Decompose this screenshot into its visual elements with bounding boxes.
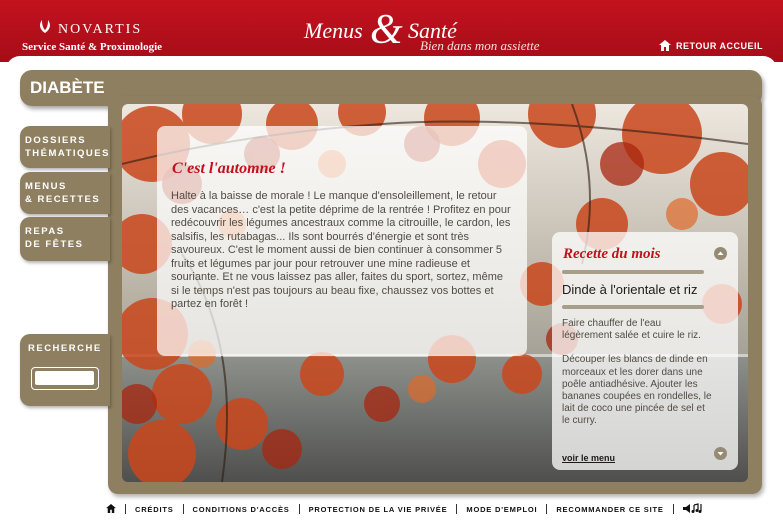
recipe-title: Recette du mois — [563, 246, 661, 262]
recipe-step: Faire chauffer de l'eau légèrement salée et cuire le riz. — [562, 318, 701, 342]
sidebar-item-label: MENUS — [25, 181, 67, 192]
footer-link-help[interactable]: MODE D'EMPLOI — [466, 504, 538, 514]
sidebar-item-label: THÉMATIQUES — [25, 148, 110, 159]
brand-tagline: Bien dans mon assiette — [420, 38, 540, 53]
sidebar-item-label: & RECETTES — [25, 194, 101, 205]
chevron-up-icon — [714, 247, 727, 260]
brand-menus: Menus — [304, 18, 363, 43]
scroll-down-button[interactable] — [714, 447, 727, 460]
search-panel — [20, 334, 110, 406]
sound-toggle-icon[interactable] — [683, 503, 705, 516]
footer-separator — [456, 504, 457, 514]
recipe-step: Découper les blancs de dinde en morceaux et les dorer dans une poêle antiadhésive. Ajouter les bananes coupées en rondelles, le lait de coco une pincée de sel et le curry. — [562, 354, 712, 427]
divider — [562, 270, 704, 274]
sidebar-item-repas[interactable] — [20, 217, 110, 261]
recipe-card — [552, 232, 738, 470]
company-subtitle: Service Santé & Proximologie — [22, 41, 163, 53]
sidebar-item-label: REPAS — [25, 226, 65, 237]
sidebar-item-label: DE FÊTES — [25, 239, 84, 250]
footer-separator — [546, 504, 547, 514]
sidebar-item-menus[interactable] — [20, 172, 110, 214]
novartis-flame-icon — [38, 18, 52, 41]
sidebar-item-label: DOSSIERS — [25, 135, 87, 146]
see-menu-link[interactable]: voir le menu — [562, 453, 616, 463]
footer-bar — [106, 502, 705, 516]
footer-home-icon[interactable] — [106, 504, 116, 515]
home-icon — [659, 40, 671, 51]
search-input-field[interactable] — [35, 371, 94, 385]
article-body: Halte à la baisse de morale ! Le manque d'ensoleillement, le retour des vacances… c'est la petite déprime de la rentrée ! Profitez en pour redécouvrir les légumes ancestraux comme la citrouille, le cardon, les salsifis, les rutabagas... Ils sont bourrés d'énergie et sont très savoureux. C'est le moment aussi de bien continuer à consommer 5 fruits et légumes par jour pour retrouver une mine radieuse et souriante. Et ne vous laissez pas aller, faites du sport, sortez, même si le temps n'est pas toujours au beau fixe, chaussez vos bottes et partez en forêt ! — [171, 190, 511, 310]
scroll-up-button[interactable] — [714, 247, 727, 260]
brand-ampersand: & — [370, 7, 403, 53]
home-link-label: RETOUR ACCUEIL — [676, 40, 764, 51]
divider — [562, 305, 704, 309]
footer-link-conditions[interactable]: CONDITIONS D'ACCÈS — [192, 504, 290, 514]
home-link[interactable] — [659, 40, 763, 51]
article-card — [157, 126, 527, 356]
footer-separator — [125, 504, 126, 514]
site-header — [0, 0, 783, 62]
brand-sante: Santé — [408, 18, 457, 43]
page-title: DIABÈTE — [30, 78, 105, 97]
footer-link-credits[interactable]: CRÉDITS — [135, 504, 174, 514]
search-label: RECHERCHE — [28, 343, 102, 354]
chevron-down-icon — [714, 447, 727, 460]
footer-separator — [183, 504, 184, 514]
footer-separator — [299, 504, 300, 514]
search-input[interactable] — [31, 367, 99, 390]
sidebar-item-dossiers[interactable] — [20, 126, 110, 168]
footer-separator — [673, 504, 674, 514]
company-name: NOVARTIS — [58, 22, 143, 37]
footer-link-recommend[interactable]: RECOMMANDER CE SITE — [556, 504, 664, 514]
recipe-body — [562, 318, 712, 440]
article-title: C'est l'automne ! — [172, 160, 286, 177]
recipe-name: Dinde à l'orientale et riz — [562, 282, 698, 297]
footer-link-privacy[interactable]: PROTECTION DE LA VIE PRIVÉE — [308, 504, 448, 514]
